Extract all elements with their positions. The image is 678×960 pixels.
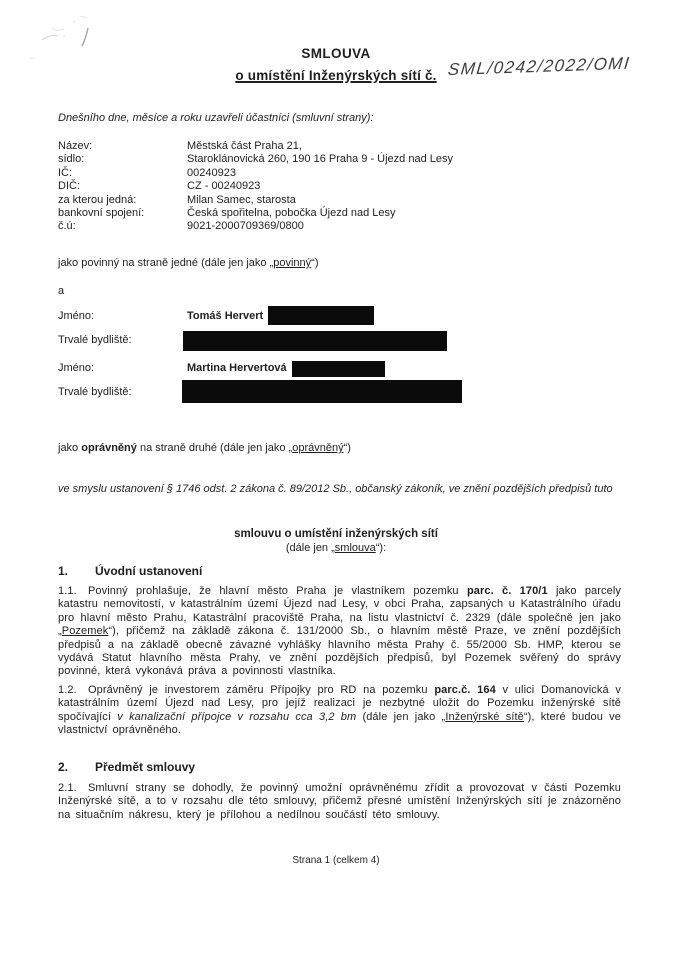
info-value: Milan Samec, starosta (187, 193, 296, 206)
address-label: Trvalé bydliště: (58, 386, 132, 398)
section-heading-2 (58, 760, 195, 774)
info-row (58, 194, 622, 207)
document-subtitle: o umístění Inženýrských sítí č. (235, 68, 437, 83)
redaction-box (182, 380, 462, 403)
info-label: bankovní spojení: (58, 207, 145, 220)
info-row (58, 207, 622, 220)
info-label: Název: (58, 140, 93, 152)
info-row (58, 140, 622, 153)
info-value: Staroklánovická 260, 190 16 Praha 9 - Újezd nad Lesy (187, 153, 453, 166)
info-row (58, 153, 622, 166)
info-label: za kterou jedná: (58, 193, 137, 206)
section-title: Předmět smlouvy (95, 760, 196, 774)
info-row (58, 167, 622, 180)
info-value: 00240923 (187, 166, 236, 179)
agreement-subtitle: (dále jen „smlouva“): (285, 542, 387, 555)
handwritten-contract-number: SML/0242/2022/OMI (446, 53, 632, 80)
paragraph-1-1: 1.1. Povinný prohlašuje, že hlavní město Praha je vlastníkem pozemku parc. č. 170/1 jako parcely katastru nemovitostí, v katastrálním území Újezd nad Lesy, v obci Praha, zapsaných u Katastrálního úřadu pro hlavní město Prahu, Katastrální pracoviště Praha, na listu vlastnictví č. 2329 (dále společně jen jako „Pozemek“), přičemž na základě zákona č. 131/2000 Sb., o hlavním městě Praze, ve znění pozdějších předpisů a na základě obecně závazné vyhlášky hlavního města Prahy č. 55/2000 Sb. HMP, kterou se vydává Statut hlavního města Prahy, ve znění pozdějších předpisů, byl Pozemek svěřený do správy povinné, která vykonává práva a povinnosti vlastníka. (58, 585, 621, 678)
person-name: Tomáš Hervert (187, 310, 264, 322)
paragraph-2-1: 2.1. Smluvní strany se dohodly, že povinný umožní oprávněnému zřídit a provozovat v části Pozemku Inženýrské sítě, a to v rozsahu dle této smlouvy, přičemž přesné umístění Inženýrských sítí je znázorněno na situačním nákresu, který je přílohou a nedílnou součástí této smlouvy. (58, 782, 621, 821)
address-label: Trvalé bydliště: (58, 334, 132, 346)
role-line-obligated: jako povinný na straně jedné (dále jen jako „povinný“) (58, 257, 319, 269)
intro-line: Dnešního dne, měsíce a roku uzavřeli účastníci (smluvní strany): (58, 112, 374, 124)
party-obligated-table (58, 140, 622, 234)
info-value: Městská část Praha 21, (187, 140, 302, 152)
section-number: 1. (58, 564, 69, 578)
page-footer: Strana 1 (celkem 4) (292, 855, 380, 866)
info-label: sídlo: (58, 153, 85, 166)
paragraph-1-2: 1.2. Oprávněný je investorem záměru Přípojky pro RD na pozemku parc.č. 164 v ulici Domanovická v katastrálním území Újezd nad Lesy, pro jejíž realizaci je nezbytné uložit do Pozemku inženýrské sítě spočívající v kanalizační přípojce v rozsahu cca 3,2 bm (dále jen jako „Inženýrské sítě“), které budou ve vlastnictví oprávněného. (58, 684, 621, 737)
agreement-heading (58, 528, 614, 556)
info-row (58, 220, 622, 233)
info-label: IČ: (58, 166, 73, 179)
redaction-box (183, 331, 447, 351)
info-label: č.ú: (58, 220, 76, 233)
person-name: Martina Hervertová (187, 362, 287, 374)
section-number: 2. (58, 760, 69, 774)
name-label: Jméno: (58, 310, 95, 322)
section-heading-1 (58, 564, 202, 578)
document-title: SMLOUVA (301, 46, 371, 61)
info-value: 9021-2000709369/0800 (187, 220, 304, 233)
section-title: Úvodní ustanovení (95, 564, 203, 578)
redaction-box (292, 361, 385, 377)
info-value: Česká spořitelna, pobočka Újezd nad Lesy (187, 207, 396, 220)
name-label: Jméno: (58, 362, 95, 374)
conjunction-a: a (58, 285, 65, 297)
info-value: CZ - 00240923 (187, 180, 261, 193)
legal-basis-line: ve smyslu ustanovení § 1746 odst. 2 zákona č. 89/2012 Sb., občanský zákoník, ve znění pozdějších předpisů tuto (58, 483, 613, 495)
info-label: DIČ: (58, 180, 80, 193)
info-row (58, 180, 622, 193)
agreement-title: smlouvu o umístění inženýrských sítí (234, 528, 438, 540)
role-line-entitled: jako oprávněný na straně druhé (dále jen jako „oprávněný“) (58, 442, 351, 454)
redaction-box (268, 306, 374, 325)
